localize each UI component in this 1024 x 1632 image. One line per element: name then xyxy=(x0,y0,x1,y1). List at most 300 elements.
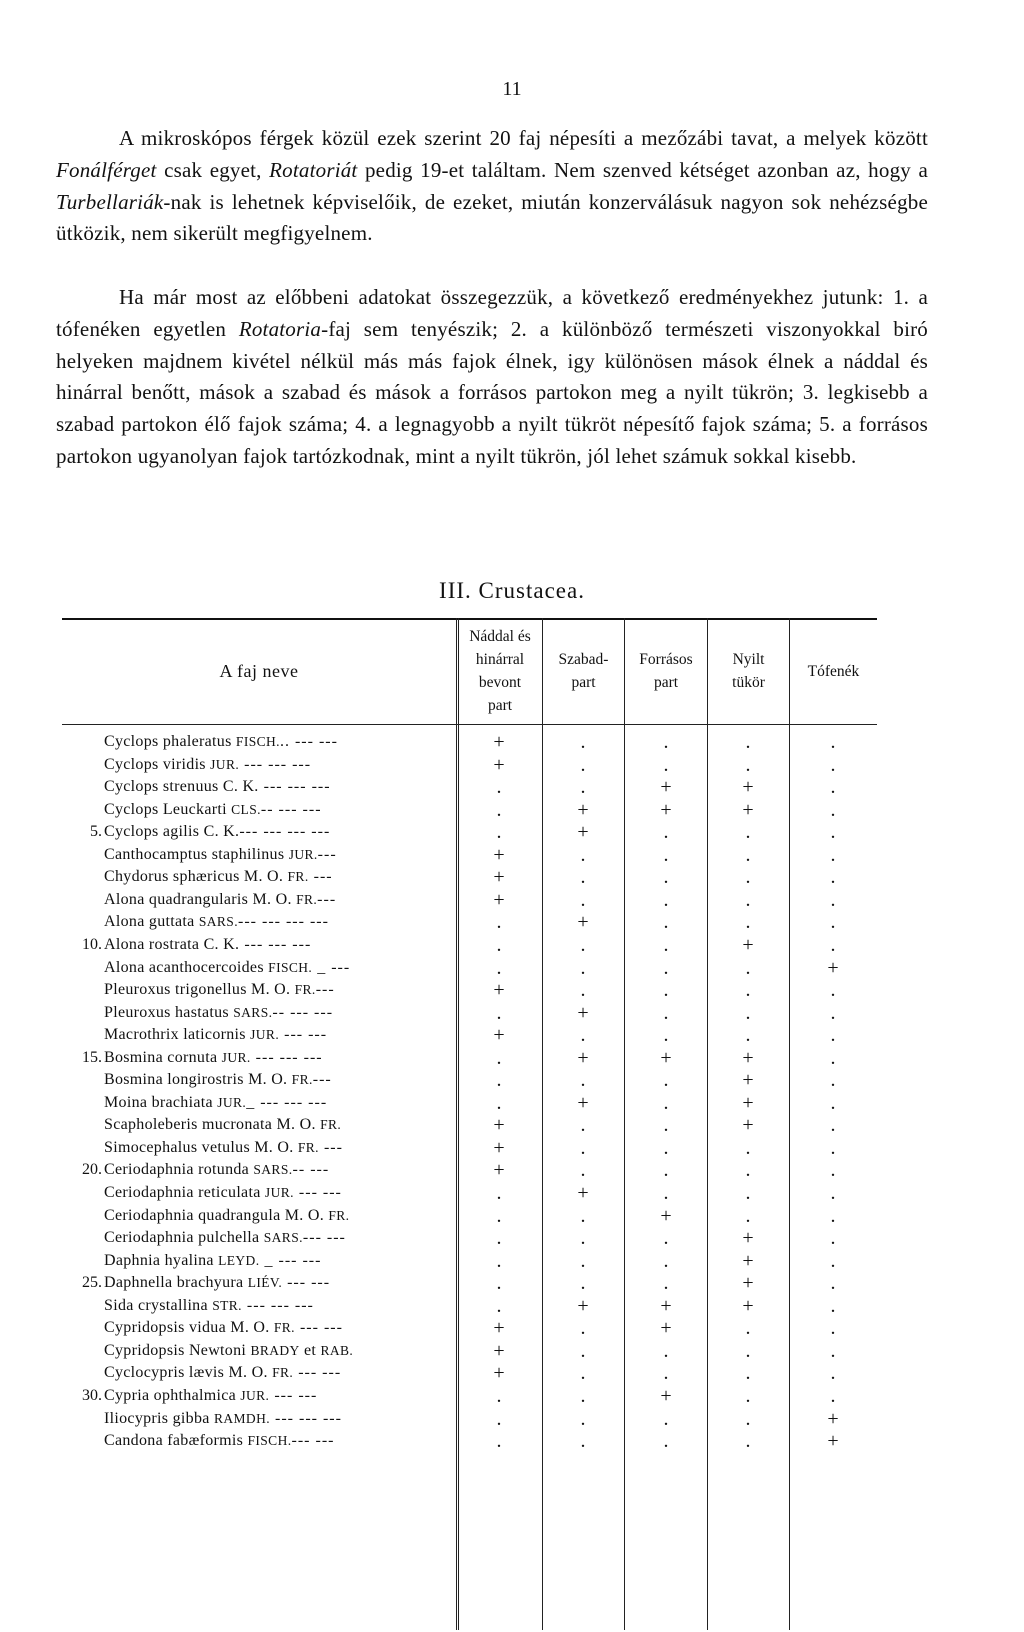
species-authority: SARS. xyxy=(198,914,238,930)
species-authority: JUR. xyxy=(288,846,318,862)
absence-mark: . xyxy=(663,1249,669,1272)
leader-dashes: _ --- xyxy=(312,958,351,976)
species-name xyxy=(104,868,333,886)
species-binomial: Daphnella brachyura xyxy=(104,1274,248,1292)
absence-mark: . xyxy=(663,956,669,979)
absence-mark: . xyxy=(580,753,586,776)
species-name xyxy=(104,981,335,999)
table-row xyxy=(62,1091,877,1117)
table-row xyxy=(62,933,877,959)
column-header-lake-bottom-text: Tófenék xyxy=(807,662,860,680)
presence-mark: + xyxy=(493,888,505,911)
absence-mark: . xyxy=(496,1069,502,1092)
section-heading: III. Crustacea. xyxy=(439,578,585,603)
absence-mark: . xyxy=(496,798,502,821)
presence-mark: + xyxy=(742,1272,754,1295)
absence-mark: . xyxy=(663,1114,669,1137)
leader-dashes: --- --- xyxy=(282,1274,331,1292)
species-binomial: Cypria ophthalmica xyxy=(104,1386,241,1404)
absence-mark: . xyxy=(663,1339,669,1362)
presence-mark: + xyxy=(493,1136,505,1159)
absence-mark: . xyxy=(580,1362,586,1385)
presence-mark: + xyxy=(493,979,505,1002)
species-authority: RAB. xyxy=(320,1342,354,1358)
absence-mark: . xyxy=(830,843,836,866)
species-authority: FISCH. xyxy=(268,959,313,975)
leader-dashes: -- --- xyxy=(292,1161,330,1179)
table-row xyxy=(62,1071,877,1094)
leader-dashes: --- xyxy=(318,1138,343,1156)
absence-mark: . xyxy=(663,753,669,776)
species-binomial: Canthocamptus staphilinus xyxy=(104,845,289,863)
species-authority: FR. xyxy=(273,1320,295,1336)
table-row xyxy=(62,1046,877,1072)
absence-mark: . xyxy=(496,1272,502,1295)
table-row xyxy=(62,753,877,779)
absence-mark: . xyxy=(830,1001,836,1024)
absence-mark: . xyxy=(663,1024,669,1047)
presence-mark: + xyxy=(577,1294,589,1317)
leader-dashes: --- xyxy=(308,868,333,886)
leader-dashes: -- --- --- xyxy=(260,800,322,818)
table-row xyxy=(62,1249,877,1275)
species-authority: FR. xyxy=(272,1365,294,1381)
table-row xyxy=(62,1294,877,1320)
species-binomial: Ceriodaphnia pulchella xyxy=(104,1229,264,1247)
absence-mark: . xyxy=(830,1114,836,1137)
absence-mark: . xyxy=(830,1069,836,1092)
species-binomial: Simocephalus vetulus M. O. xyxy=(104,1138,298,1156)
absence-mark: . xyxy=(830,1182,836,1204)
species-binomial: Alona guttata xyxy=(104,913,199,931)
absence-mark: . xyxy=(496,911,502,934)
species-authority: JUR. xyxy=(217,1094,247,1110)
species-binomial: Iliocypris gibba xyxy=(104,1409,214,1427)
presence-mark: + xyxy=(493,1159,505,1182)
absence-mark: . xyxy=(496,1204,502,1227)
table-row xyxy=(62,1339,877,1365)
absence-mark: . xyxy=(663,888,669,911)
absence-mark: . xyxy=(663,1430,669,1453)
leader-dashes: --- xyxy=(317,890,337,908)
presence-mark: + xyxy=(493,753,505,776)
absence-mark: . xyxy=(745,1001,751,1024)
species-binomial: Pleuroxus trigonellus M. O. xyxy=(104,981,295,999)
species-authority: LEYD. xyxy=(218,1252,260,1268)
species-name xyxy=(104,1229,346,1247)
absence-mark: . xyxy=(830,1294,836,1317)
species-authority: FR. xyxy=(328,1207,350,1223)
table-row xyxy=(62,733,877,756)
leader-dashes: --- --- --- --- xyxy=(238,913,329,931)
species-binomial: Pleuroxus hastatus xyxy=(104,1003,234,1021)
presence-mark: + xyxy=(577,1001,589,1024)
absence-mark: . xyxy=(745,1204,751,1227)
species-name xyxy=(104,1116,341,1134)
species-authority: FR. xyxy=(287,869,309,885)
absence-mark: . xyxy=(580,1114,586,1137)
absence-mark: . xyxy=(496,776,502,799)
presence-mark: + xyxy=(493,1317,505,1340)
leader-dashes: --- --- xyxy=(294,1319,343,1337)
presence-mark: + xyxy=(660,1294,672,1317)
absence-mark: . xyxy=(496,1091,502,1114)
absence-mark: . xyxy=(830,1227,836,1250)
species-name xyxy=(104,1207,349,1225)
absence-mark: . xyxy=(663,933,669,956)
row-number: 30. xyxy=(82,1386,102,1404)
table-row xyxy=(62,913,877,936)
absence-mark: . xyxy=(745,1407,751,1430)
absence-mark: . xyxy=(830,1136,836,1159)
absence-mark: . xyxy=(830,979,836,1002)
row-number: 25. xyxy=(82,1274,102,1292)
species-authority: FR. xyxy=(297,1139,319,1155)
leader-dashes: --- xyxy=(315,981,335,999)
leader-dashes: --- --- xyxy=(302,1229,346,1247)
species-name xyxy=(104,823,330,841)
absence-mark: . xyxy=(580,731,586,753)
leader-dashes: _ --- --- xyxy=(259,1251,322,1269)
species-name xyxy=(104,891,336,909)
absence-mark: . xyxy=(830,1204,836,1227)
presence-mark: + xyxy=(660,1384,672,1407)
species-authority: RAMDH. xyxy=(213,1410,270,1426)
presence-mark: + xyxy=(577,798,589,821)
table-row xyxy=(62,1026,877,1049)
table-row xyxy=(62,1001,877,1027)
absence-mark: . xyxy=(830,776,836,799)
table-row xyxy=(62,1229,877,1252)
presence-mark: + xyxy=(660,1204,672,1227)
species-binomial: Ceriodaphnia quadrangula M. O. xyxy=(104,1206,329,1224)
leader-dashes: --- --- --- xyxy=(241,1296,314,1314)
species-binomial: Moina brachiata xyxy=(104,1093,218,1111)
absence-mark: . xyxy=(496,1046,502,1069)
absence-mark: . xyxy=(830,798,836,821)
paragraph-2 xyxy=(56,282,928,473)
presence-mark: + xyxy=(493,1339,505,1362)
presence-mark: + xyxy=(577,911,589,934)
absence-mark: . xyxy=(830,1159,836,1182)
presence-mark: + xyxy=(493,1114,505,1137)
row-number: 15. xyxy=(82,1048,102,1066)
species-binomial: Bosmina cornuta xyxy=(104,1048,222,1066)
absence-mark: . xyxy=(830,888,836,911)
species-authority: LIÉV. xyxy=(247,1275,283,1291)
absence-mark: . xyxy=(745,1159,751,1182)
page-number: 11 xyxy=(502,78,522,100)
absence-mark: . xyxy=(580,956,586,979)
absence-mark: . xyxy=(580,866,586,889)
column-header-reedy-shore-text: Náddal és hinárral bevont part xyxy=(469,628,531,714)
absence-mark: . xyxy=(496,1227,502,1250)
absence-mark: . xyxy=(580,1317,586,1340)
species-binomial: Cypridopsis vidua M. O. xyxy=(104,1319,274,1337)
table-row xyxy=(62,1204,877,1230)
species-name xyxy=(104,778,331,796)
species-binomial: Alona quadrangularis M. O. xyxy=(104,890,297,908)
species-name xyxy=(104,1184,342,1202)
absence-mark: . xyxy=(663,1159,669,1182)
presence-mark: + xyxy=(742,1114,754,1137)
leader-dashes: --- --- xyxy=(291,1432,335,1450)
absence-mark: . xyxy=(663,821,669,844)
presence-mark: + xyxy=(827,956,839,979)
species-name xyxy=(104,1161,329,1179)
leader-dashes: --- --- xyxy=(269,1386,318,1404)
presence-mark: + xyxy=(742,1294,754,1317)
absence-mark: . xyxy=(745,1339,751,1362)
absence-mark: . xyxy=(745,866,751,889)
leader-dashes: --- --- xyxy=(293,1184,342,1201)
absence-mark: . xyxy=(496,956,502,979)
absence-mark: . xyxy=(663,1091,669,1114)
absence-mark: . xyxy=(745,843,751,866)
column-header-spring-shore-text: Forrásos part xyxy=(639,651,693,691)
absence-mark: . xyxy=(580,843,586,866)
species-name xyxy=(104,1026,327,1044)
column-header-open-shore xyxy=(543,618,624,724)
absence-mark: . xyxy=(830,1024,836,1047)
table-row xyxy=(62,1184,877,1207)
species-binomial: Daphnia hyalina xyxy=(104,1251,219,1269)
absence-mark: . xyxy=(663,1407,669,1430)
species-binomial: Cyclops Leuckarti xyxy=(104,800,232,818)
species-authority: JUR. xyxy=(250,1027,280,1043)
species-authority: CLS. xyxy=(231,801,261,817)
species-binomial: Cypridopsis Newtoni xyxy=(104,1341,251,1359)
presence-mark: + xyxy=(742,776,754,799)
presence-mark: + xyxy=(742,1227,754,1250)
species-name xyxy=(104,1387,317,1405)
absence-mark: . xyxy=(663,1362,669,1385)
species-binomial: Bosmina longirostris M. O. xyxy=(104,1071,292,1089)
species-authority: JUR. xyxy=(210,756,240,772)
absence-mark: . xyxy=(830,1046,836,1069)
species-authority: FISCH. xyxy=(247,1433,292,1449)
absence-mark: . xyxy=(663,731,669,753)
leader-dashes: _ --- --- --- xyxy=(246,1093,328,1111)
absence-mark: . xyxy=(830,933,836,956)
species-name xyxy=(104,959,350,977)
species-authority: JUR. xyxy=(264,1185,294,1200)
absence-mark: . xyxy=(830,1317,836,1340)
species-authority: SARS. xyxy=(253,1162,293,1178)
absence-mark: . xyxy=(663,1182,669,1204)
paragraph-1-text: A mikroskópos férgek közül ezek szerint 20 faj népesíti a mezőzábi tavat, a melyek között Fonálférget csak egyet, Rotatoriát pedig 19-et találtam. Nem szenved kétséget azonban az, hogy a Turbellariák-nak is lehetnek képviselőik, de ezeket, miután konzerválásuk nagyon sok nehézségbe ütközik, nem sikerült megfigyelnem. xyxy=(56,126,928,246)
species-name xyxy=(104,756,311,774)
absence-mark: . xyxy=(496,1001,502,1024)
absence-mark: . xyxy=(663,1001,669,1024)
absence-mark: . xyxy=(830,911,836,934)
species-binomial: Ceriodaphnia rotunda xyxy=(104,1161,254,1179)
presence-mark: + xyxy=(577,1091,589,1114)
absence-mark: . xyxy=(580,933,586,956)
species-authority-joiner: et xyxy=(299,1341,321,1359)
presence-mark: + xyxy=(493,731,505,753)
table-row xyxy=(62,1274,877,1297)
absence-mark: . xyxy=(830,866,836,889)
presence-mark: + xyxy=(742,1069,754,1092)
leader-dashes: --- --- xyxy=(293,1364,342,1382)
species-binomial: Candona fabæformis xyxy=(104,1432,248,1450)
table-row xyxy=(62,981,877,1004)
presence-mark: + xyxy=(577,1182,589,1204)
leader-dashes: --- --- xyxy=(279,1026,328,1044)
table-row xyxy=(62,868,877,891)
absence-mark: . xyxy=(580,1136,586,1159)
table-row xyxy=(62,1384,877,1410)
column-header-open-shore-text: Szabad- part xyxy=(558,651,609,691)
absence-mark: . xyxy=(580,776,586,799)
leader-dashes: --- xyxy=(317,845,337,863)
species-binomial: Cyclops agilis C. K. xyxy=(104,823,240,841)
presence-mark: + xyxy=(577,821,589,844)
species-authority: FR. xyxy=(294,982,316,998)
table-row xyxy=(62,1432,877,1455)
absence-mark: . xyxy=(496,821,502,844)
row-number: 20. xyxy=(82,1161,102,1179)
species-binomial: Macrothrix laticornis xyxy=(104,1026,251,1044)
absence-mark: . xyxy=(496,1294,502,1317)
absence-mark: . xyxy=(830,821,836,844)
absence-mark: . xyxy=(663,1272,669,1295)
species-binomial: Sida crystallina xyxy=(104,1296,213,1314)
species-name xyxy=(104,1139,343,1157)
species-binomial: Scapholeberis mucronata M. O. xyxy=(104,1116,321,1134)
presence-mark: + xyxy=(827,1430,839,1453)
species-name xyxy=(104,846,337,864)
presence-mark: + xyxy=(660,798,672,821)
presence-mark: + xyxy=(660,776,672,799)
absence-mark: . xyxy=(745,1136,751,1159)
species-authority: FISCH. xyxy=(235,734,280,749)
leader-dashes: --- xyxy=(312,1071,332,1089)
absence-mark: . xyxy=(830,1339,836,1362)
absence-mark: . xyxy=(496,1407,502,1430)
table-row xyxy=(62,1407,877,1433)
species-binomial: Ceriodaphnia reticulata xyxy=(104,1184,265,1201)
absence-mark: . xyxy=(580,1407,586,1430)
absence-mark: . xyxy=(580,1339,586,1362)
species-authority: FR. xyxy=(291,1072,313,1088)
column-header-open-water xyxy=(708,618,789,724)
leader-dashes: --- --- --- xyxy=(250,1048,323,1066)
absence-mark: . xyxy=(496,1384,502,1407)
table-row xyxy=(62,778,877,801)
paragraph-2-text: Ha már most az előbbeni adatokat összegezzük, a következő eredményekhez jutunk: 1. a tófenéken egyetlen Rotatoria-faj sem tenyészik; 2. a különböző természeti viszonyokkal biró helyeken majdnem kivétel nélkül más más fajok élnek, igy különösen mások élnek a náddal és hinárral benőtt, mások a szabad és mások a forrásos partokon meg a nyilt tükrön; 3. legkisebb a szabad partokon élő fajok száma; 4. a legnagyobb a nyilt tükröt népesítő fajok száma; 5. a forrásos partokon ugyanolyan fajok tartózkodnak, mint a nyilt tükrön, jól lehet számuk sokkal kisebb. xyxy=(56,285,928,468)
presence-mark: + xyxy=(742,1249,754,1272)
leader-dashes: --- --- --- xyxy=(239,755,312,773)
absence-mark: . xyxy=(745,979,751,1002)
absence-mark: . xyxy=(580,1430,586,1453)
table-row xyxy=(62,1116,877,1139)
leader-dashes: --- --- --- xyxy=(239,935,312,953)
table-row xyxy=(62,1161,877,1184)
species-name xyxy=(104,936,311,954)
column-header-lake-bottom xyxy=(790,618,877,724)
table-row xyxy=(62,843,877,869)
absence-mark: . xyxy=(580,979,586,1002)
presence-mark: + xyxy=(742,798,754,821)
absence-mark: . xyxy=(745,1024,751,1047)
species-name xyxy=(104,1252,321,1270)
species-binomial: Chydorus sphæricus M. O. xyxy=(104,868,288,886)
leader-dashes: -- --- --- xyxy=(272,1003,334,1021)
absence-mark: . xyxy=(580,1024,586,1047)
column-header-open-water-text: Nyilt tükör xyxy=(732,651,765,691)
species-name xyxy=(104,1004,333,1022)
absence-mark: . xyxy=(580,1384,586,1407)
absence-mark: . xyxy=(745,911,751,934)
row-number: 5. xyxy=(90,823,102,841)
presence-mark: + xyxy=(493,1362,505,1385)
presence-mark: + xyxy=(493,866,505,889)
leader-dashes: --- --- --- xyxy=(258,778,331,796)
absence-mark: . xyxy=(663,843,669,866)
species-binomial: Cyclops strenuus C. K. xyxy=(104,778,259,796)
absence-mark: . xyxy=(580,1204,586,1227)
absence-mark: . xyxy=(830,1384,836,1407)
absence-mark: . xyxy=(830,731,836,753)
table-row xyxy=(62,888,877,914)
species-name xyxy=(104,1297,314,1315)
absence-mark: . xyxy=(745,1182,751,1204)
species-authority: BRADY xyxy=(250,1342,300,1358)
species-name xyxy=(104,1071,332,1089)
species-authority: JUR. xyxy=(240,1387,270,1403)
species-name xyxy=(104,913,329,931)
presence-mark: + xyxy=(493,1024,505,1047)
absence-mark: . xyxy=(830,1249,836,1272)
absence-mark: . xyxy=(580,1272,586,1295)
absence-mark: . xyxy=(663,1069,669,1092)
presence-mark: + xyxy=(577,1046,589,1069)
absence-mark: . xyxy=(663,1136,669,1159)
table-row xyxy=(62,956,877,982)
presence-mark: + xyxy=(742,933,754,956)
presence-mark: + xyxy=(493,843,505,866)
absence-mark: . xyxy=(496,933,502,956)
absence-mark: . xyxy=(580,888,586,911)
leader-dashes: --- --- --- xyxy=(270,1409,342,1427)
species-authority: STR. xyxy=(212,1297,242,1313)
presence-mark: + xyxy=(742,1091,754,1114)
presence-mark: + xyxy=(742,1046,754,1069)
species-binomial: Cyclops viridis xyxy=(104,755,211,773)
absence-mark: . xyxy=(745,821,751,844)
absence-mark: . xyxy=(745,956,751,979)
species-binomial: Alona rostrata C. K. xyxy=(104,935,240,953)
species-authority: SARS. xyxy=(233,1004,273,1020)
species-name xyxy=(104,1049,323,1067)
absence-mark: . xyxy=(745,731,751,753)
species-name xyxy=(104,1432,334,1450)
absence-mark: . xyxy=(580,1227,586,1250)
absence-mark: . xyxy=(496,1182,502,1204)
species-name xyxy=(104,1410,342,1428)
absence-mark: . xyxy=(663,1227,669,1250)
absence-mark: . xyxy=(745,753,751,776)
paragraph-1 xyxy=(56,123,928,250)
species-binomial: Cyclocypris lævis M. O. xyxy=(104,1364,273,1382)
absence-mark: . xyxy=(663,979,669,1002)
absence-mark: . xyxy=(580,1069,586,1092)
table-row xyxy=(62,1364,877,1387)
absence-mark: . xyxy=(496,1430,502,1453)
column-header-spring-shore xyxy=(625,618,707,724)
